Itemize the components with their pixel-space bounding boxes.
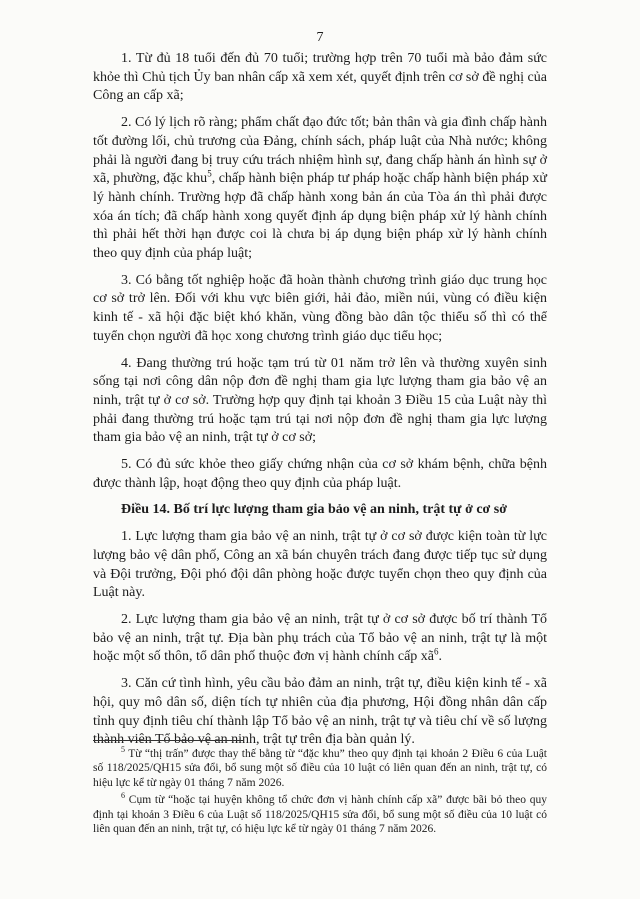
page-number: 7 [316,30,324,45]
footnote-6-text: Cụm từ “hoặc tại huyện không tổ chức đơn vị hành chính cấp xã” được bãi bỏ theo quy định tại khoản 3 Điều 6 của Luật số 118/2025/QH15 sửa đổi, bổ sung một số điều của 10 luật có liên quan đến an ninh, trật tự, có hiệu lực kể từ ngày 01 tháng 7 năm 2026. [93,794,547,836]
footnote-5 [93,747,547,790]
footnote-5-text: Từ “thị trấn” được thay thế bằng từ “đặc khu” theo quy định tại khoản 2 Điều 6 của Luật số 118/2025/QH15 sửa đổi, bổ sung một số điều của 10 luật có liên quan đến an ninh, trật tự, có hiệu lực kể từ ngày 01 tháng 7 năm 2026. [93,748,547,789]
article-14-clause-3: 3. Căn cứ tình hình, yêu cầu bảo đảm an ninh, trật tự, điều kiện kinh tế - xã hội, quy mô dân số, diện tích tự nhiên của địa phương, Hội đồng nhân dân cấp tỉnh quy định tiêu chí thành lập Tổ bảo vệ an ninh, trật tự và tiêu chí về số lượng thành viên Tổ bảo vệ an ninh, trật tự trên địa bàn quản lý. [93,676,547,748]
article-14-clause-1: 1. Lực lượng tham gia bảo vệ an ninh, trật tự ở cơ sở được kiện toàn từ lực lượng bảo vệ dân phố, Công an xã bán chuyên trách đang được tiếp tục sử dụng và Đội trưởng, Đội phó đội dân phòng hoặc được tuyển chọn theo quy định của Luật này. [93,529,547,601]
clause-2 [93,114,547,264]
clause-1: 1. Từ đủ 18 tuổi đến đủ 70 tuổi; trường hợp trên 70 tuổi mà bảo đảm sức khỏe thì Chủ tịch Ủy ban nhân cấp xã xem xét, quyết định trên cơ sở đề nghị của Công an cấp xã; [93,51,547,104]
article-14-clause-2-text-start: 2. Lực lượng tham gia bảo vệ an ninh, trật tự ở cơ sở được bố trí thành Tổ bảo vệ an ninh, trật tự. Địa bàn phụ trách của Tổ bảo vệ an ninh, trật tự là một hoặc một số thôn, tổ dân phố thuộc đơn vị hành chính cấp xã [93,611,547,665]
footnote-ref-5[interactable]: 5 [207,168,212,179]
footnote-6-number: 6 [121,791,125,801]
clause-2-text-start: 2. Có lý lịch rõ ràng; phẩm chất đạo đức tốt; bản thân và gia đình chấp hành tốt đường lối, chủ trương của Đảng, chính sách, pháp luật của Nhà nước; không phải là người đang bị truy cứu trách nhiệm hình sự, đang chấp hành án hình sự ở xã, phường, đặc khu [93,115,547,187]
footnote-divider [93,740,243,741]
footnote-6 [93,793,547,836]
footnote-ref-6[interactable]: 6 [434,646,439,657]
clause-2-text-end: , chấp hành biện pháp tư pháp hoặc chấp hành biện pháp xử lý hành chính. Trường hợp đã chấp hành xong bản án của Tòa án thì phải được xóa án tích; đã chấp hành xong quyết định áp dụng biện pháp xử lý hành chính thì phải hết thời hạn được coi là chưa bị áp dụng biện pháp xử lý hành chính theo quy định của pháp luật; [93,171,547,262]
footnotes [93,747,547,839]
footnote-5-number: 5 [121,745,125,755]
clause-3: 3. Có bằng tốt nghiệp hoặc đã hoàn thành chương trình giáo dục trung học cơ sở trở lên. Đối với khu vực biên giới, hải đảo, miền núi, vùng có điều kiện kinh tế - xã hội đặc biệt khó khăn, vùng đồng bào dân tộc thiểu số thì có thể tuyển chọn người đã học xong chương trình giáo dục tiểu học; [93,272,547,344]
clause-4: 4. Đang thường trú hoặc tạm trú từ 01 năm trở lên và thường xuyên sinh sống tại nơi công dân nộp đơn đề nghị tham gia lực lượng tham gia bảo vệ an ninh, trật tự ở cơ sở. Trường hợp quy định tại khoản 3 Điều 15 của Luật này thì phải đang thường trú hoặc tạm trú tại nơi nộp đơn đề nghị tham gia lực lượng tham gia bảo vệ an ninh, trật tự ở cơ sở; [93,355,547,446]
article-14-heading: Điều 14. Bố trí lực lượng tham gia bảo vệ an ninh, trật tự ở cơ sở [121,502,507,518]
article-14-clause-2 [93,611,547,667]
clause-5: 5. Có đủ sức khỏe theo giấy chứng nhận của cơ sở khám bệnh, chữa bệnh được thành lập, hoạt động theo quy định của pháp luật. [93,457,547,491]
article-14-clause-2-text-end: . [438,649,443,665]
document-body [93,50,547,758]
